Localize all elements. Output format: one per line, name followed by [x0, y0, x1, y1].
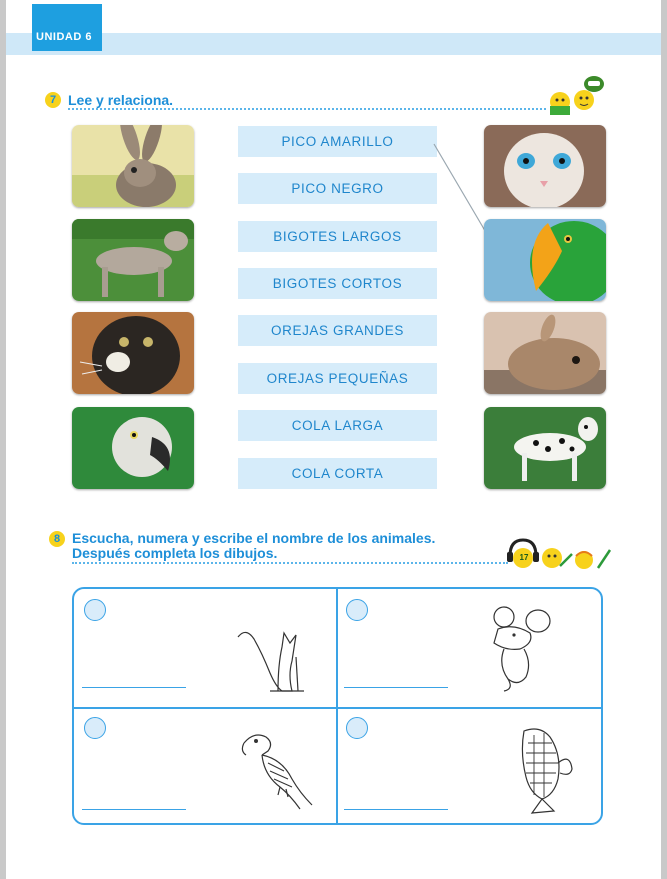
dalmatian-photo-icon — [484, 407, 606, 489]
green-parrot-photo-icon — [484, 219, 606, 301]
white-cat-photo-icon — [484, 125, 606, 207]
answer-line-4[interactable] — [344, 809, 448, 810]
cat-drawing-icon — [234, 625, 314, 697]
answer-line-1[interactable] — [82, 687, 186, 688]
photo-green-parrot — [484, 219, 606, 301]
number-circle-1[interactable] — [84, 599, 106, 621]
label-bigotes-cortos: BIGOTES CORTOS — [238, 268, 437, 299]
grid-horizontal-divider — [74, 707, 601, 709]
cat-photo-icon — [72, 312, 194, 394]
label-cola-corta: COLA CORTA — [238, 458, 437, 489]
mascots-read-write-icon — [546, 72, 610, 118]
photo-dog — [72, 219, 194, 301]
parrot-photo-icon — [72, 407, 194, 489]
label-orejas-grandes: OREJAS GRANDES — [238, 315, 437, 346]
mouse-drawing-icon — [484, 603, 556, 693]
title-underline — [68, 108, 546, 110]
number-circle-3[interactable] — [84, 717, 106, 739]
answer-line-2[interactable] — [344, 687, 448, 688]
rabbit-photo-icon — [72, 125, 194, 207]
exercise-8-title-line2: Después completa los dibujos. — [72, 545, 278, 561]
exercise-8-title-line1: Escucha, numera y escribe el nombre de los animales. — [72, 530, 436, 546]
exercise-7-title: Lee y relaciona. — [68, 92, 174, 108]
grid-vertical-divider — [336, 589, 338, 823]
unit-tab — [32, 4, 102, 51]
audio-track-number: 17 — [519, 553, 529, 562]
parrot-drawing-icon — [234, 729, 316, 813]
header-band — [6, 33, 661, 55]
photo-rabbit — [72, 125, 194, 207]
animal-grid — [72, 587, 603, 825]
fish-drawing-icon — [514, 723, 574, 815]
label-orejas-pequenas: OREJAS PEQUEÑAS — [238, 363, 437, 394]
exercise-8-number: 8 — [49, 531, 65, 547]
label-pico-negro: PICO NEGRO — [238, 173, 437, 204]
unit-label: UNIDAD 6 — [36, 31, 92, 43]
number-circle-4[interactable] — [346, 717, 368, 739]
photo-parrot-grey — [72, 407, 194, 489]
label-bigotes-largos: BIGOTES LARGOS — [238, 221, 437, 252]
worksheet-page — [6, 0, 661, 879]
photo-small-rabbit — [484, 312, 606, 394]
photo-dalmatian — [484, 407, 606, 489]
small-rabbit-photo-icon — [484, 312, 606, 394]
answer-line-3[interactable] — [82, 809, 186, 810]
exercise-8-title — [72, 531, 435, 561]
photo-cat — [72, 312, 194, 394]
photo-white-cat — [484, 125, 606, 207]
number-circle-2[interactable] — [346, 599, 368, 621]
exercise-7-number: 7 — [45, 92, 61, 108]
title-underline-8 — [72, 562, 508, 564]
label-cola-larga: COLA LARGA — [238, 410, 437, 441]
label-pico-amarillo: PICO AMARILLO — [238, 126, 437, 157]
dog-photo-icon — [72, 219, 194, 301]
